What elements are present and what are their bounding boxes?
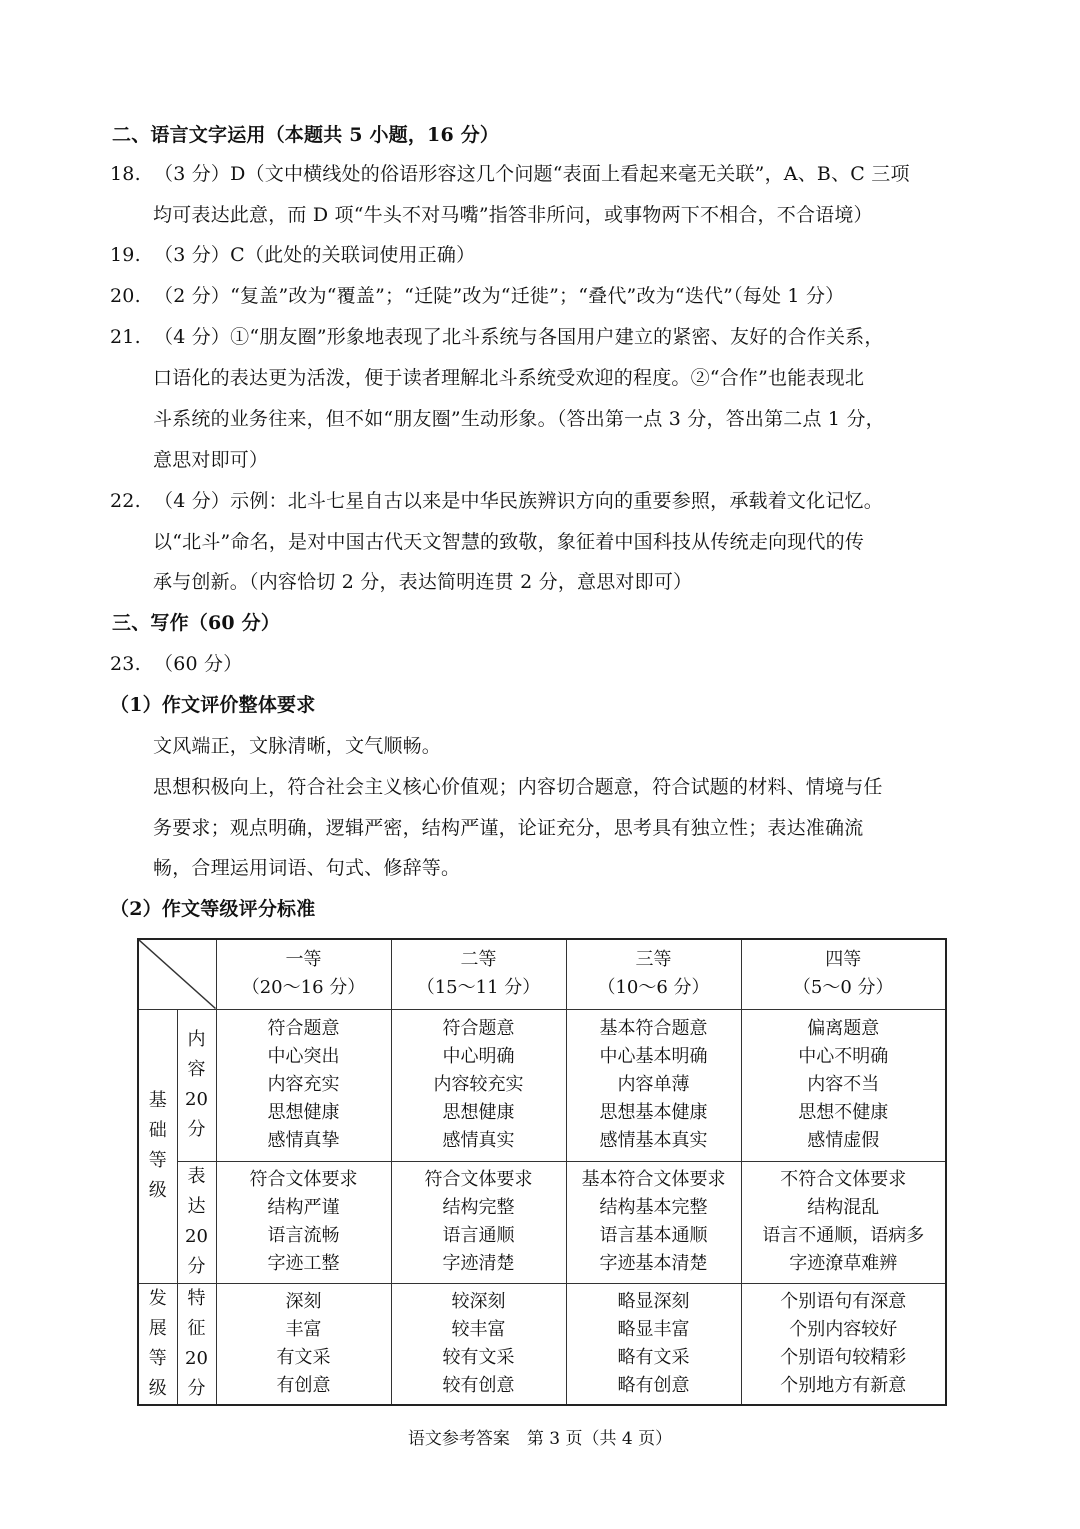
- question-20: [110, 282, 844, 310]
- section-3-heading: 三、写作（60 分）: [112, 612, 281, 634]
- grade-name: 四等: [825, 949, 862, 971]
- question-number: 23.: [110, 653, 141, 675]
- question-number: 18.: [110, 163, 141, 185]
- question-number: 20.: [110, 285, 141, 307]
- diagonal-line-icon: [139, 940, 216, 1009]
- question-21: [110, 323, 884, 351]
- grade-header: [566, 939, 741, 1009]
- feature-label: 特 征 20 分: [177, 1283, 216, 1405]
- content-cell: 符合题意 中心突出 内容充实 思想健康 感情真挚: [216, 1009, 391, 1161]
- answer-text: 均可表达此意，而 D 项“牛头不对马嘴”指答非所问，或事物两下不相合，不合语境）: [153, 204, 873, 226]
- answer-text: （3 分）C（此处的关联词使用正确）: [154, 244, 476, 266]
- question-number: 19.: [110, 244, 141, 266]
- grade-name: 二等: [460, 949, 497, 971]
- page-footer: 语文参考答案 第 3 页（共 4 页）: [407, 1429, 673, 1449]
- feature-cell: 个别语句有深意 个别内容较好 个别语句较精彩 个别地方有新意: [741, 1283, 946, 1405]
- subsection-heading: （2）作文等级评分标准: [110, 898, 316, 920]
- feature-cell: 深刻 丰富 有文采 有创意: [216, 1283, 391, 1405]
- paragraph-text: 思想积极向上，符合社会主义核心价值观；内容切合题意，符合试题的材料、情境与任: [153, 776, 883, 798]
- question-18: [110, 160, 910, 188]
- section-2-heading: 二、语言文字运用（本题共 5 小题，16 分）: [112, 124, 500, 146]
- basic-level-label: 基 础 等 级: [138, 1009, 177, 1283]
- grade-range: （15～11 分）: [416, 977, 541, 999]
- expression-cell: 基本符合文体要求 结构基本完整 语言基本通顺 字迹基本清楚: [566, 1161, 741, 1283]
- grade-range: （5～0 分）: [792, 977, 894, 999]
- grade-name: 一等: [285, 949, 322, 971]
- answer-text: （3 分）D（文中横线处的俗语形容这几个问题“表面上看起来毫无关联”，A、B、C 三项: [154, 163, 910, 185]
- expression-cell: 符合文体要求 结构完整 语言通顺 字迹清楚: [391, 1161, 566, 1283]
- table-header-row: [138, 939, 946, 1009]
- answer-text: （4 分）①“朋友圈”形象地表现了北斗系统与各国用户建立的紧密、友好的合作关系，: [154, 326, 884, 348]
- content-cell: 偏离题意 中心不明确 内容不当 思想不健康 感情虚假: [741, 1009, 946, 1161]
- grade-header: [216, 939, 391, 1009]
- feature-cell: 略显深刻 略显丰富 略有文采 略有创意: [566, 1283, 741, 1405]
- question-22: [110, 487, 883, 515]
- grading-table: [137, 938, 947, 1406]
- feature-cell: 较深刻 较丰富 较有文采 较有创意: [391, 1283, 566, 1405]
- expression-label: 表 达 20 分: [177, 1161, 216, 1283]
- question-number: 22.: [110, 490, 141, 512]
- development-level-label: 发 展 等 级: [138, 1283, 177, 1405]
- question-19: [110, 241, 475, 269]
- diagonal-corner-cell: [138, 939, 216, 1009]
- grade-name: 三等: [635, 949, 672, 971]
- content-cell: 基本符合题意 中心基本明确 内容单薄 思想基本健康 感情基本真实: [566, 1009, 741, 1161]
- answer-text: （60 分）: [154, 653, 243, 675]
- answer-text: 斗系统的业务往来，但不如“朋友圈”生动形象。（答出第一点 3 分，答出第二点 1 分，: [153, 408, 885, 430]
- content-cell: 符合题意 中心明确 内容较充实 思想健康 感情真实: [391, 1009, 566, 1161]
- expression-cell: 不符合文体要求 结构混乱 语言不通顺，语病多 字迹潦草难辨: [741, 1161, 946, 1283]
- answer-text: 承与创新。（内容恰切 2 分，表达简明连贯 2 分，意思对即可）: [153, 571, 693, 593]
- grade-range: （10～6 分）: [597, 977, 710, 999]
- answer-text: （4 分）示例：北斗七星自古以来是中华民族辨识方向的重要参照，承载着文化记忆。: [154, 490, 883, 512]
- answer-text: 意思对即可）: [153, 449, 269, 471]
- paragraph-text: 文风端正，文脉清晰，文气顺畅。: [153, 735, 442, 757]
- paragraph-text: 畅，合理运用词语、句式、修辞等。: [153, 857, 461, 879]
- answer-text: （2 分）“复盖”改为“覆盖”；“迁陡”改为“迁徙”；“叠代”改为“迭代”（每处 1 分）: [154, 285, 845, 307]
- question-number: 21.: [110, 326, 141, 348]
- table-row: [138, 1009, 946, 1161]
- expression-cell: 符合文体要求 结构严谨 语言流畅 字迹工整: [216, 1161, 391, 1283]
- answer-text: 口语化的表达更为活泼，便于读者理解北斗系统受欢迎的程度。②“合作”也能表现北: [153, 367, 865, 389]
- subsection-heading: （1）作文评价整体要求: [110, 694, 316, 716]
- grade-header: [741, 939, 946, 1009]
- paragraph-text: 务要求；观点明确，逻辑严密，结构严谨，论证充分，思考具有独立性；表达准确流: [153, 817, 864, 839]
- content-label: 内 容 20 分: [177, 1009, 216, 1161]
- table-row: [138, 1161, 946, 1283]
- grade-range: （20～16 分）: [241, 977, 366, 999]
- question-23: [110, 650, 242, 678]
- grade-header: [391, 939, 566, 1009]
- answer-text: 以“北斗”命名，是对中国古代天文智慧的致敬，象征着中国科技从传统走向现代的传: [153, 531, 865, 553]
- table-row: [138, 1283, 946, 1405]
